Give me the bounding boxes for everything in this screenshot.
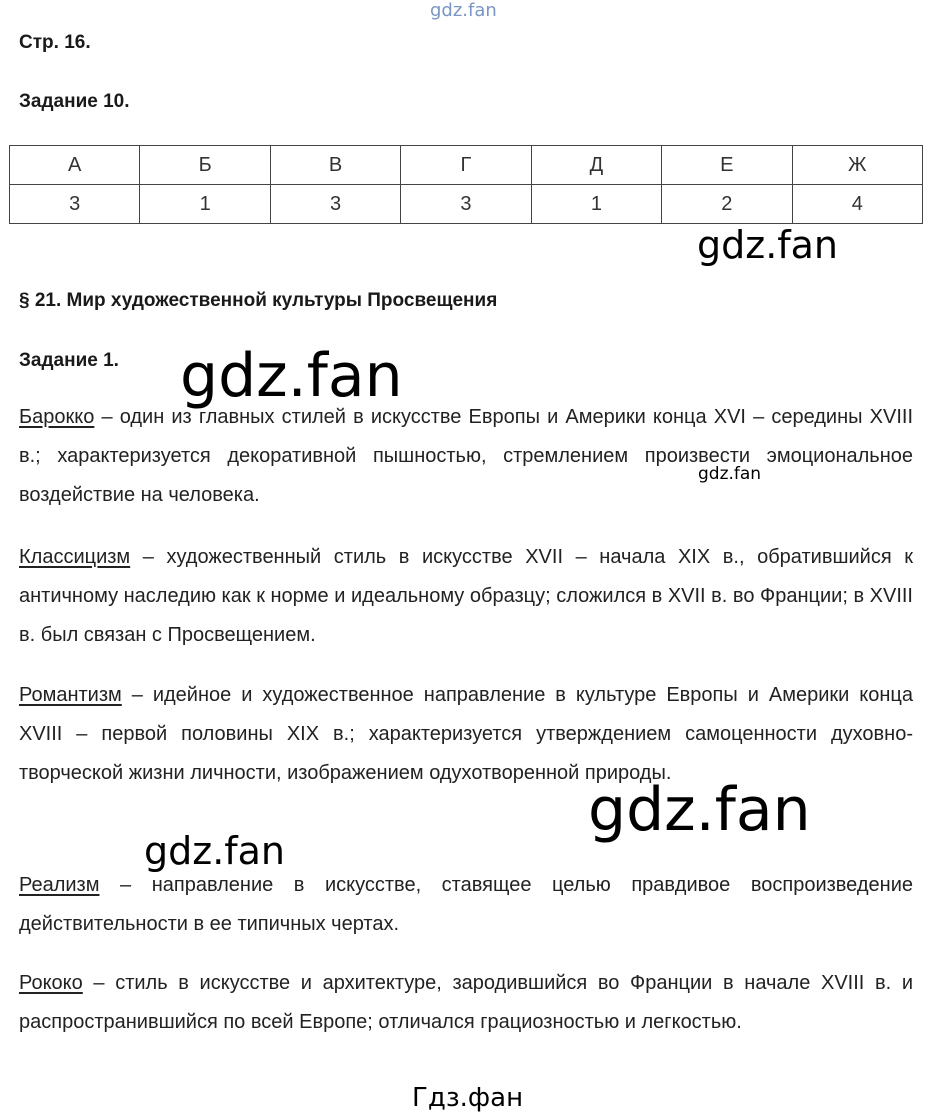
term-definition: – идейное и художественное направление в культуре Европы и Америки конца XVIII – первой половины XIX в.; характеризуется утверждением самоценности духовно-творческой жизни личности, изображением одухотворенной природы. xyxy=(19,684,913,784)
term-paragraph xyxy=(19,866,913,944)
table-cell: 1 xyxy=(140,185,270,224)
table-cell: 3 xyxy=(401,185,531,224)
table-header-cell: Г xyxy=(401,146,531,185)
table-cell: 1 xyxy=(531,185,661,224)
table-header-cell: Е xyxy=(662,146,792,185)
watermark: gdz.fan xyxy=(698,464,762,484)
table-header-cell: Ж xyxy=(792,146,922,185)
term-paragraph xyxy=(19,398,913,515)
table-row xyxy=(10,185,923,224)
term-definition: – направление в искусстве, ставящее целью правдивое воспроизведение действительности в ее типичных чертах. xyxy=(19,874,913,935)
watermark-top: gdz.fan xyxy=(430,0,497,21)
answer-table xyxy=(9,145,923,224)
table-header-row xyxy=(10,146,923,185)
table-cell: 4 xyxy=(792,185,922,224)
watermark-bottom: Гдз.фан xyxy=(412,1083,524,1113)
table-cell: 3 xyxy=(10,185,140,224)
term-definition: – стиль в искусстве и архитектуре, зародившийся во Франции в начале XVIII в. и распространившийся по всей Европе; отличался грациозностью и легкостью. xyxy=(19,972,913,1033)
term-name: Рококо xyxy=(19,972,83,994)
table-header-cell: А xyxy=(10,146,140,185)
term-name: Реализм xyxy=(19,874,100,896)
term-name: Классицизм xyxy=(19,546,131,568)
term-definition: – один из главных стилей в искусстве Европы и Америки конца XVI – середины XVIII в.; характеризуется декоративной пышностью, стремлением произвести эмоциональное воздействие на человека. xyxy=(19,406,913,506)
task-10-title: Задание 10. xyxy=(19,91,130,112)
watermark: gdz.fan xyxy=(697,223,839,267)
section-title: § 21. Мир художественной культуры Просвещения xyxy=(19,290,498,311)
term-name: Барокко xyxy=(19,406,95,428)
page-label: Стр. 16. xyxy=(19,32,91,53)
term-name: Романтизм xyxy=(19,684,122,706)
task-1-title: Задание 1. xyxy=(19,350,119,371)
term-paragraph xyxy=(19,964,913,1042)
table-cell: 2 xyxy=(662,185,792,224)
watermark: gdz.fan xyxy=(180,341,403,411)
table-header-cell: Б xyxy=(140,146,270,185)
watermark: gdz.fan xyxy=(588,775,811,845)
table-cell: 3 xyxy=(270,185,400,224)
table-header-cell: Д xyxy=(531,146,661,185)
term-paragraph xyxy=(19,538,913,655)
term-paragraph xyxy=(19,676,913,793)
watermark: gdz.fan xyxy=(144,829,286,873)
table-header-cell: В xyxy=(270,146,400,185)
term-definition: – художественный стиль в искусстве XVII – начала XIX в., обратившийся к античному наследию как к норме и идеальному образцу; сложился в XVII в. во Франции; в XVIII в. был связан с Просвещением. xyxy=(19,546,913,646)
